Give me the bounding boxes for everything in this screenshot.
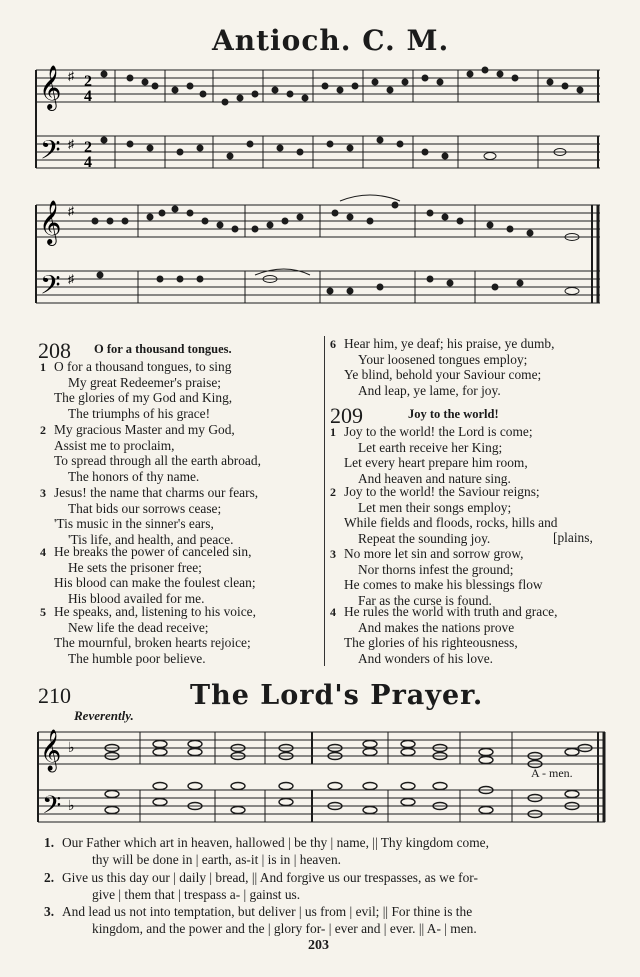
hymn-209-verse-4: 4 He rules the world with truth and grace, And makes the nations prove The glories of his righteousness, And wonders of his love.: [330, 604, 558, 666]
svg-text:2: 2: [84, 73, 92, 90]
svg-text:𝄞: 𝄞: [39, 200, 62, 244]
svg-text:𝄢: 𝄢: [42, 791, 62, 826]
hymn-208-verse-6: 6 Hear him, ye deaf; his praise, ye dumb, Your loosened tongues employ; Ye blind, behold your Saviour come; And leap, ye lame, for joy.: [330, 336, 555, 398]
hymn-209-verse-3: 3 No more let sin and sorrow grow, Nor thorns infest the ground; He comes to make his blessings flow Far as the curse is found.: [330, 546, 543, 608]
svg-text:𝄞: 𝄞: [39, 65, 62, 109]
tempo-marking: Reverently.: [74, 708, 134, 723]
svg-text:♯: ♯: [68, 69, 74, 83]
amen-label: A - men.: [531, 766, 573, 780]
page-number: 203: [308, 938, 329, 953]
svg-text:𝄞: 𝄞: [40, 730, 62, 771]
hymn-number-210: 210: [38, 683, 71, 708]
hymn-number-208: 208: [38, 338, 71, 363]
svg-text:♯: ♯: [68, 272, 74, 286]
hymn-number-209: 209: [330, 403, 363, 428]
svg-text:𝄢: 𝄢: [40, 269, 61, 307]
svg-text:♭: ♭: [68, 799, 75, 814]
prayer-line-2: 2. Give us this day our | daily | bread, || And forgive us our trespasses, as we for- give | them that | trespass a- | gainst us.: [44, 870, 478, 902]
column-divider: [324, 336, 325, 666]
hymn-208-verse-4: 4 He breaks the power of canceled sin, He sets the prisoner free; His blood can make the foulest clean; His blood availed for me.: [40, 544, 256, 606]
svg-text:𝄢: 𝄢: [40, 134, 61, 172]
hymn-title-210: The Lord's Prayer.: [190, 680, 484, 711]
svg-text:♭: ♭: [68, 741, 75, 756]
hymn-heading-209: Joy to the world!: [408, 407, 499, 421]
hymn-208-verse-1: 1 O for a thousand tongues, to sing My great Redeemer's praise; The glories of my God and King, The triumphs of his grace!: [40, 359, 233, 421]
hymn-208-verse-3: 3 Jesus! the name that charms our fears, That bids our sorrows cease; 'Tis music in the sinner's ears, 'Tis life, and health, and peace.: [40, 485, 259, 547]
hymn-208-verse-2: 2 My gracious Master and my God, Assist me to proclaim, To spread through all the earth abroad, The honors of thy name.: [40, 422, 261, 484]
chord-label: [plains,: [553, 530, 593, 545]
svg-text:2: 2: [84, 139, 92, 156]
svg-text:4: 4: [84, 154, 92, 171]
hymn-209-verse-1: 1 Joy to the world! the Lord is come; Let earth receive her King; Let every heart prepare him room, And heaven and nature sing.: [330, 424, 533, 486]
hymn-209-verse-2: 2 Joy to the world! the Saviour reigns; Let men their songs employ; While fields and floods, rocks, hills and Repeat the sounding joy.: [330, 484, 558, 546]
svg-text:♯: ♯: [68, 137, 74, 151]
hymn-heading-208: O for a thousand tongues.: [94, 342, 232, 356]
prayer-line-1: 1. Our Father which art in heaven, hallowed | be thy | name, || Thy kingdom come, thy will be done in | earth, as-it | is in | heaven.: [44, 835, 489, 867]
svg-text:4: 4: [84, 88, 92, 105]
prayer-line-3: 3. And lead us not into temptation, but deliver | us from | evil; || For thine is the kingdom, and the power and the | glory for- | ever and | ever. || A- | men.: [44, 904, 477, 936]
music-system-2: [0, 193, 640, 333]
hymn-208-verse-5: 5 He speaks, and, listening to his voice, New life the dead receive; The mournful, broken hearts rejoice; The humble poor believe.: [40, 604, 256, 666]
tune-title: Antioch. C. M.: [212, 24, 450, 57]
svg-text:♯: ♯: [68, 204, 74, 218]
